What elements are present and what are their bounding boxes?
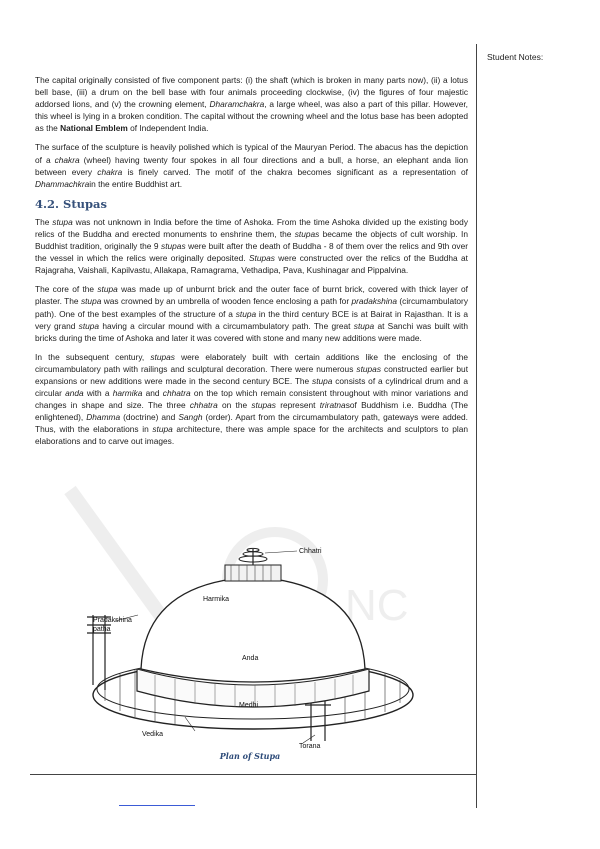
paragraph-stupa-later: In the subsequent century, stupas were elaborately built with certain additions like the enclosing of the circumambulatory path with railings and sculptural decoration. There were numerous stupas constructed earlier but expansions or new additions were made in the second century BCE. The stupa consists of a cylindrical drum and a circular anda with a harmika and chhatra on the top which remain consistent throughout with minor variations and changes in shape and size. The three chhatra on the stupas represent triratnasof Buddhism i.e. Buddha (The enlightened), Dhamma (doctrine) and Sangh (order). Apart from the circumambulatory path, gateways were added. Thus, with the elaborations in stupa architecture, there was ample space for the architects and sculptors to plan elaborations and to carve out images.	[35, 351, 469, 447]
label-chhatri: Chhatri	[299, 548, 322, 555]
main-content	[35, 74, 468, 455]
paragraph-stupa-origin: The stupa was not unknown in India before the time of Ashoka. From the time Ashoka divided up the existing body relics of the Buddha and erected monuments to enshrine them, the stupas became the objects of cult worship. In Buddhist tradition, originally the 9 stupas were built after the death of Buddha - 8 of them over the relics and 9th over the vessel in which the relics were originally deposited. Stupas were constructed over the relics of the Buddha at Rajagraha, Vaishali, Kapilvastu, Allakapa, Ramagrama, Vethadipa, Pava, Kushinagar and Pippalvina.	[35, 216, 468, 276]
stupa-illustration	[75, 545, 425, 751]
notes-divider	[476, 44, 477, 808]
label-anda: Anda	[242, 655, 259, 662]
watermark-text: NC	[345, 581, 409, 630]
label-vedika: Vedika	[142, 731, 164, 738]
label-harmika: Harmika	[203, 596, 230, 603]
figure-caption: Plan of Stupa	[219, 751, 281, 761]
paragraph-capital: The capital originally consisted of five component parts: (i) the shaft (which is broken in many parts now), (ii) a lotus bell base, (iii) a drum on the bell base with four animals proceeding clockwise, (iv) the figures of four majestic addorsed lions, and (v) the crowning element, Dharamchakra, a large wheel, was also a part of this pillar. However, this wheel is lying in a broken condition. The capital without the crowning wheel and the lotus base has been adopted as the National Emblem of Independent India.	[35, 75, 468, 134]
stupa-figure	[75, 545, 425, 767]
national-emblem-term: National Emblem	[60, 123, 128, 134]
paragraph-stupa-core: The core of the stupa was made up of unburnt brick and the outer face of burnt brick, covered with thick layer of plaster. The stupa was crowned by an umbrella of wooden fence enclosing a path for pradakshina (circumambulatory path). One of the best examples of the structure of a stupa in the third century BCE is at Bairat in Rajasthan. It is a very grand stupa having a circular mound with a circumambulatory path. The great stupa at Sanchi was built with bricks during the time of Ashoka and later it was covered with stone and many new additions were made.	[35, 284, 468, 343]
label-torana: Torana	[299, 743, 321, 750]
paragraph-sculpture: The surface of the sculpture is heavily polished which is typical of the Mauryan Period. The abacus has the depiction of a chakra (wheel) having twenty four spokes in all four directions and a bull, a horse, an elephant anda lion between every chakra is finely carved. The motif of the chakra becomes significant as a representation of Dhammachkrain the entire Buddhist art.	[35, 142, 468, 189]
label-medhi: Medhi	[239, 702, 259, 709]
label-pradakshina-1: Pradakshina	[93, 617, 132, 624]
label-pradakshina-2: patha	[93, 626, 111, 633]
student-notes-label: Student Notes:	[487, 52, 544, 62]
footer-divider	[30, 774, 477, 775]
section-heading-stupas: 4.2. Stupas	[35, 196, 107, 211]
footer-link-underline[interactable]	[119, 805, 195, 806]
